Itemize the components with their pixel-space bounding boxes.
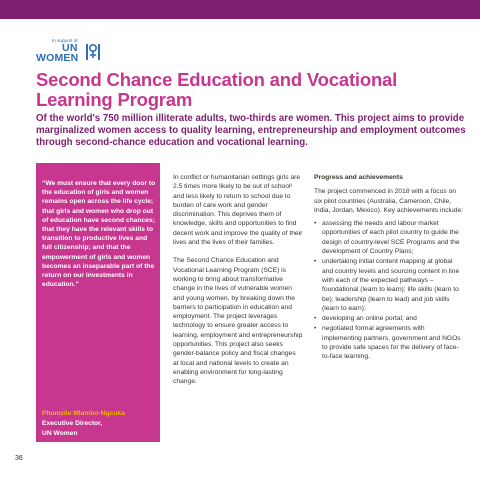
un-women-logo [36,39,96,63]
progress-column [314,173,464,363]
pull-quote: “We must ensure that every door to the education of girls and women remains open across the life cycle; that girls and women who drop out of education have second chances; that they have the relevant skills to transition to productive lives and full citizenship; and that the empowerment of girls and women becomes an inseparable part of the return on our investments in education.” [42,180,156,289]
logo-un-text: UN [62,42,78,54]
quote-panel [36,163,160,442]
logo-support-text: In support of [52,38,78,43]
progress-intro: The project commenced in 2018 with a focus on six pilot countries (Australia, Cameroon, Chile, India, Jordan, Mexico). Key achievements include: [314,188,464,214]
list-item: • undertaking initial content mapping at global and country levels and sourcing content in line with each of the expected pathways – foundational (learn to learn); life skills (learn to be); leadership (learn to lead) and job skills (learn to earn); [314,257,464,313]
body-paragraph-2: The Second Chance Education and Vocational Learning Program (SCE) is working to bring about transformative change in the lives of vulnerable women and young women, by breaking down the barriers to participation in education and employment. The project leverages technology to ensure greater access to learning, employment and entrepreneurship opportunities. This project also seeks gender-balance policy and fiscal changes at local and national levels to create an enabling environment for long-lasting change. [173,257,303,386]
body-paragraph-1: In conflict or humanitarian settings girls are 2.5 times more likely to be out of school¹ and less likely to return to school due to burden of care work and gender discrimination. This deprives them of knowledge, skills and opportunities to find decent work and improve the quality of their lives and the lives of their families. [173,174,303,247]
quote-author-name: Phumzile Mlambo-Ngcuka [42,410,125,417]
list-item: • negotiated formal agreements with implementing partners, government and NGOs to provide safe spaces for the delivery of face-to-face learning. [314,324,464,361]
achievements-list [314,219,464,361]
list-item: • developing an online portal; and [314,314,464,323]
lead-paragraph: Of the world's 750 million illiterate adults, two-thirds are women. This project aims to provide marginalized women access to quality learning, entrepreneurship and employment outcomes through second-chance education and vocational learning. [36,113,466,148]
logo-women-text: WOMEN [36,52,79,64]
page-title: Second Chance Education and Vocational Learning Program [36,69,398,110]
page-number: 36 [15,455,23,462]
quote-author-role: Executive Director, [42,420,103,427]
un-women-emblem-icon [85,43,101,61]
top-color-bar [0,0,480,19]
quote-author-organisation: UN Women [42,430,78,437]
progress-heading: Progress and achievements [314,174,403,181]
list-item: • assessing the needs and labour market opportunities of each pilot country to guide the design of country-level SCE Programs and the development of Country Plans; [314,219,464,256]
body-column [173,173,303,387]
